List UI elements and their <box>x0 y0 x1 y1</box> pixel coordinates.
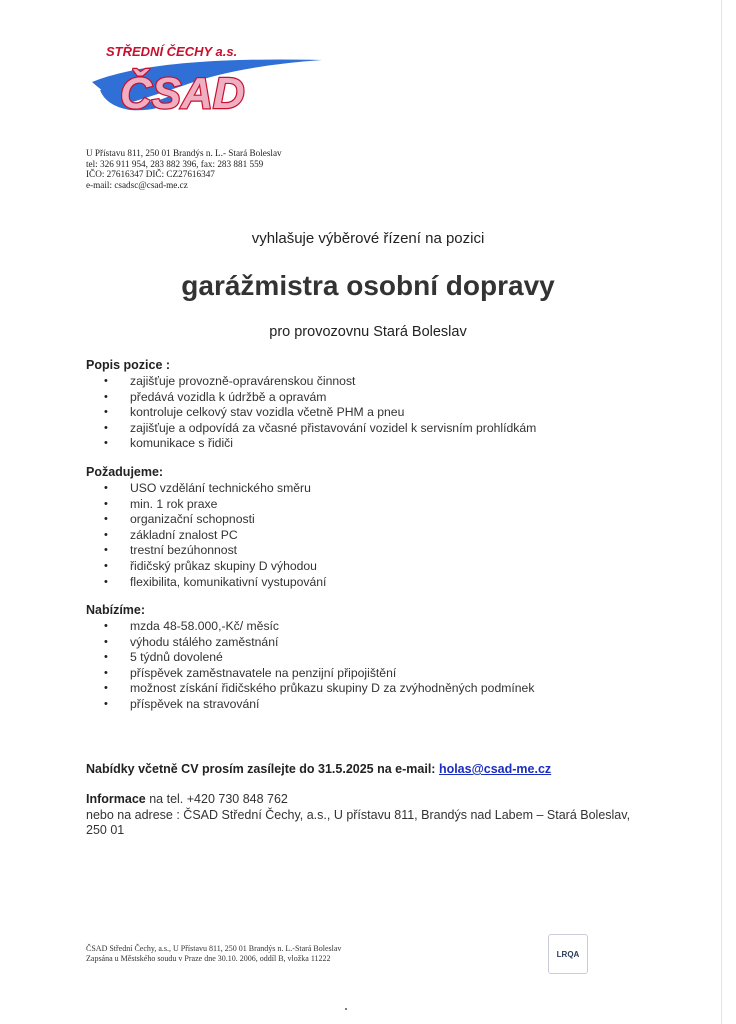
list-item: • řidičský průkaz skupiny D výhodou <box>86 559 326 575</box>
list-item: • trestní bezúhonnost <box>86 543 326 559</box>
section-pozadujeme <box>86 465 326 590</box>
phone-text: na tel. +420 730 848 762 <box>145 792 288 806</box>
offers-text: Nabídky včetně CV prosím zasílejte do 31.5.2025 na e-mail: <box>86 762 436 776</box>
address-text: nebo na adrese : ČSAD Střední Čechy, a.s., U přístavu 811, Brandýs nad Labem – Stará Boleslav, 250 01 <box>86 807 631 837</box>
intro-text: vyhlašuje výběrové řízení na pozici <box>251 230 485 247</box>
list-item: • komunikace s řidiči <box>86 436 536 452</box>
list-item: • kontroluje celkový stav vozidla včetně PHM a pneu <box>86 405 536 421</box>
phone-line: tel: 326 911 954, 283 882 396, fax: 283 881 559 <box>86 158 264 169</box>
lrqa-text: LRQA <box>556 949 580 959</box>
ico-line: IČO: 27616347 DIČ: CZ27616347 <box>86 169 215 180</box>
list-item: • předává vozidla k údržbě a opravám <box>86 390 536 406</box>
email-link[interactable]: holas@csad-me.cz <box>438 762 552 776</box>
section-heading: Popis pozice : <box>86 358 171 372</box>
list-item: • USO vzdělání technického směru <box>86 481 326 497</box>
bullet-list <box>86 374 536 452</box>
list-item: • příspěvek zaměstnavatele na penzijní připojištění <box>86 666 534 682</box>
list-item: • min. 1 rok praxe <box>86 497 326 513</box>
bullet-list <box>86 481 326 590</box>
offers-line <box>86 762 551 776</box>
bullet-list <box>86 619 534 713</box>
list-item: • mzda 48-58.000,-Kč/ měsíc <box>86 619 534 635</box>
subtitle: pro provozovnu Stará Boleslav <box>269 324 467 340</box>
page-edge <box>721 0 722 1024</box>
list-item: • flexibilita, komunikativní vystupování <box>86 575 326 591</box>
footer-line: ČSAD Střední Čechy, a.s., U Přístavu 811, 250 01 Brandýs n. L.-Stará Boleslav <box>86 944 342 953</box>
list-item: • zajišťuje a odpovídá za včasné přistavování vozidel k servisním prohlídkám <box>86 421 536 437</box>
company-address <box>86 148 282 190</box>
csad-logo <box>86 40 326 120</box>
list-item: • příspěvek na stravování <box>86 697 534 713</box>
list-item: • možnost získání řidičského průkazu skupiny D za zvýhodněných podmínek <box>86 681 534 697</box>
logo-top-text: STŘEDNÍ ČECHY a.s. <box>106 44 238 59</box>
list-item: • zajišťuje provozně-opravárenskou činnost <box>86 374 536 390</box>
logo-main-text: ČSAD <box>120 69 245 118</box>
lrqa-badge <box>548 934 588 974</box>
email-line: e-mail: csadsc@csad-me.cz <box>86 179 188 190</box>
section-nabizime <box>86 603 534 713</box>
list-item: • základní znalost PC <box>86 528 326 544</box>
footer-line: Zapsána u Městského soudu v Praze dne 30.10. 2006, oddíl B, vložka 11222 <box>86 954 331 963</box>
section-popis-pozice <box>86 358 536 452</box>
info-label: Informace <box>86 792 146 806</box>
page-title: garážmistra osobní dopravy <box>181 270 555 301</box>
address-line: U Přístavu 811, 250 01 Brandýs n. L.- Stará Boleslav <box>86 148 282 158</box>
list-item: • organizační schopnosti <box>86 512 326 528</box>
section-heading: Nabízíme: <box>86 603 146 617</box>
section-heading: Požadujeme: <box>86 465 164 479</box>
contact-info <box>86 792 646 839</box>
list-item: • 5 týdnů dovolené <box>86 650 534 666</box>
list-item: • výhodu stálého zaměstnání <box>86 635 534 651</box>
scan-speck <box>345 1008 347 1010</box>
footer <box>86 944 341 964</box>
